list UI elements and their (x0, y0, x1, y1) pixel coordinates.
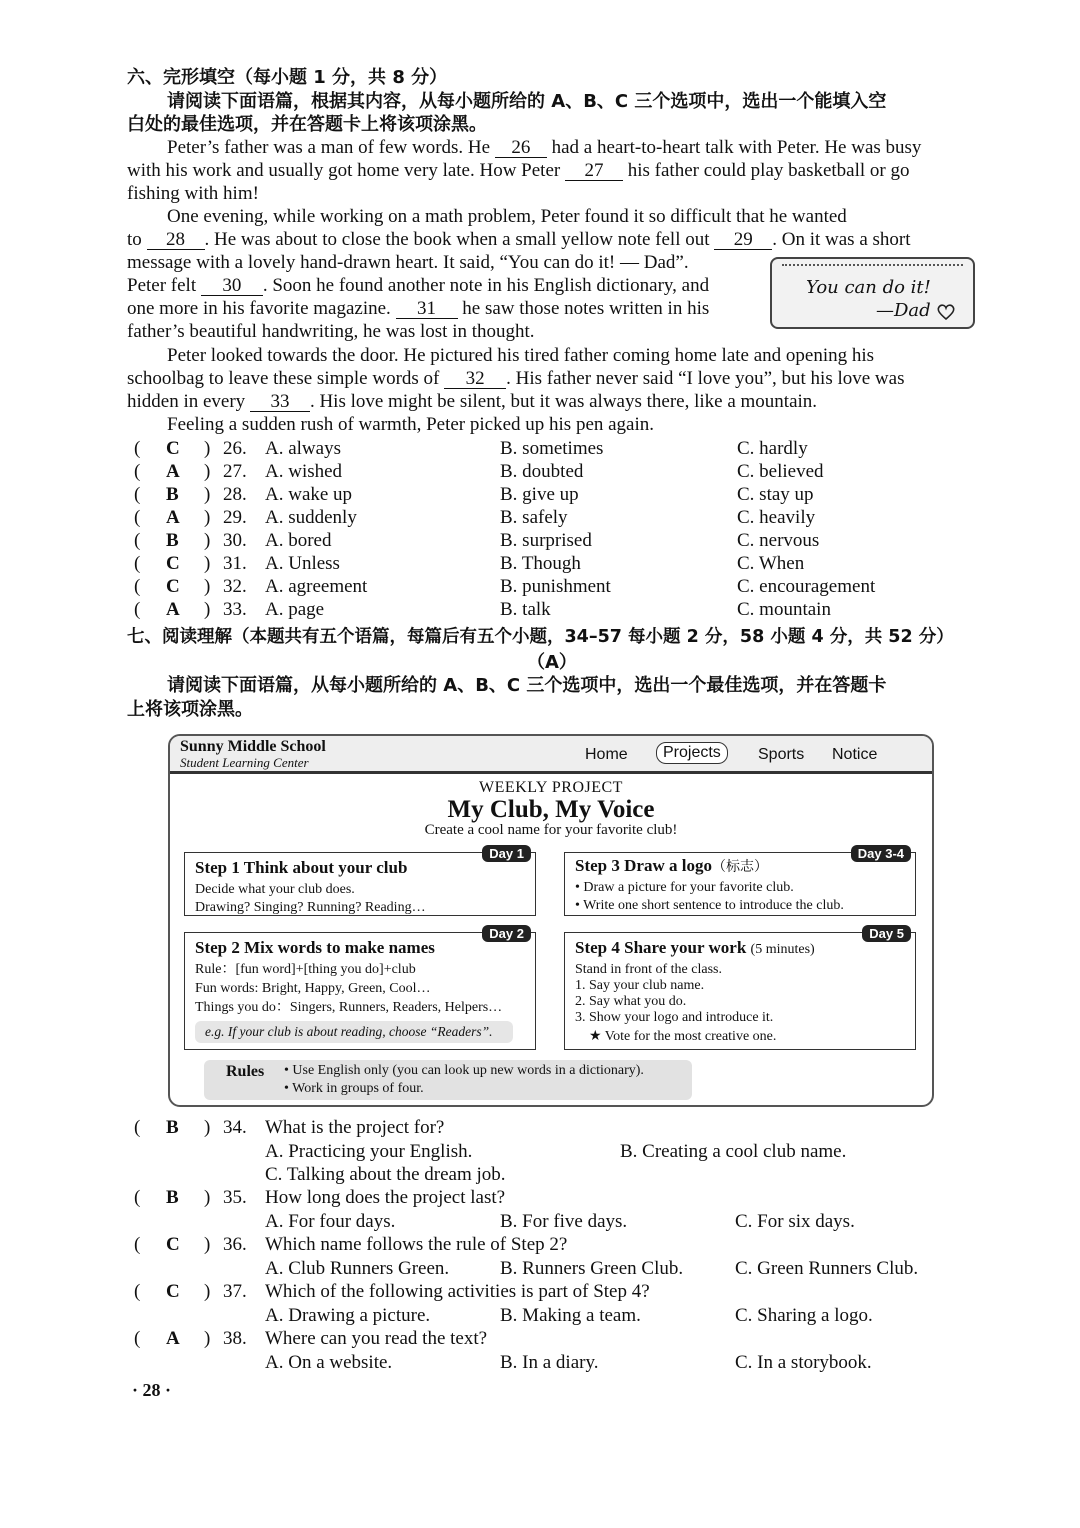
passage-text: schoolbag to leave these simple words of (127, 368, 440, 389)
cloze-question-row (127, 506, 977, 529)
step4-line: 2. Say what you do. (575, 994, 687, 1009)
passage-text: Peter felt (127, 275, 197, 296)
open-paren: ( (134, 553, 141, 574)
option-a: A. For four days. (265, 1210, 396, 1232)
open-paren: ( (134, 599, 141, 620)
step3-line: • Draw a picture for your favorite club. (575, 880, 794, 895)
passage-line: Peter looked towards the door. He pictured his tired father coming home late and opening his (167, 345, 875, 366)
option-b: B. Creating a cool club name. (620, 1140, 847, 1162)
option-b: B. Making a team. (500, 1304, 641, 1326)
step4-card (564, 926, 916, 1050)
open-paren: ( (134, 576, 141, 597)
project-title: My Club, My Voice (447, 796, 655, 823)
option-b: B. safely (500, 507, 568, 528)
answer-mark: A (166, 507, 180, 528)
open-paren: ( (134, 1281, 141, 1302)
option-b: B. For five days. (500, 1210, 628, 1232)
option-a: A. Club Runners Green. (265, 1257, 450, 1279)
day-badge: Day 3-4 (851, 845, 911, 862)
passage-line (127, 367, 977, 390)
close-paren: ) (204, 438, 211, 459)
blank-29: 29 (714, 230, 772, 250)
reading-question-row (127, 1280, 977, 1326)
answer-mark: C (166, 1281, 180, 1302)
nav-home[interactable]: Home (585, 746, 628, 763)
open-paren: ( (134, 1117, 141, 1138)
step4-vote: ★ Vote for the most creative one. (589, 1029, 777, 1044)
passage-line: One evening, while working on a math problem, Peter found it so difficult that he wanted (167, 206, 847, 227)
project-kicker: WEEKLY PROJECT (479, 779, 623, 796)
option-c: C. stay up (737, 484, 814, 505)
passage-line (167, 136, 977, 159)
day-badge: Day 5 (862, 925, 911, 942)
blank-27: 27 (565, 161, 623, 181)
passage-text: he saw those notes written in his (462, 298, 710, 319)
step3-title: Step 3 Draw a logo (575, 856, 712, 875)
step2-line: Rule：[fun word]+[thing you do]+club (195, 962, 416, 977)
option-a: A. bored (265, 530, 332, 551)
passage-text: . His love might be silent, but it was always there, like a mountain. (309, 391, 818, 412)
question-number: 32. (223, 576, 247, 597)
passage-line: Feeling a sudden rush of warmth, Peter picked up his pen again. (167, 414, 655, 435)
option-b: B. talk (500, 599, 551, 620)
open-paren: ( (134, 438, 141, 459)
blank-28: 28 (147, 230, 205, 250)
step4-title-row (575, 939, 905, 959)
option-c: C. Sharing a logo. (735, 1304, 873, 1326)
option-c: C. encouragement (737, 576, 876, 597)
close-paren: ) (204, 1328, 211, 1349)
option-a: A. suddenly (265, 507, 357, 528)
question-number: 36. (223, 1234, 247, 1255)
day-badge: Day 2 (482, 925, 531, 942)
step2-example: e.g. If your club is about reading, choose “Readers”. (195, 1021, 513, 1043)
rules-box (204, 1060, 692, 1100)
question-number: 33. (223, 599, 247, 620)
answer-mark: A (166, 599, 180, 620)
note-message: You can do it! (806, 277, 931, 298)
cloze-question-row (127, 529, 977, 552)
question-number: 35. (223, 1187, 247, 1208)
step1-card (184, 846, 536, 916)
close-paren: ) (204, 507, 211, 528)
option-a: A. wake up (265, 484, 353, 505)
open-paren: ( (134, 507, 141, 528)
nav-notice[interactable]: Notice (832, 746, 878, 763)
step4-line: 1. Say your club name. (575, 978, 705, 993)
passage-text: . He was about to close the book when a small yellow note fell out (204, 229, 710, 250)
step3-line: • Write one short sentence to introduce the club. (575, 898, 844, 913)
open-paren: ( (134, 1187, 141, 1208)
passage-text: . His father never said “I love you”, but his love was (506, 368, 905, 389)
website-screenshot (168, 734, 934, 1107)
option-c: C. hardly (737, 438, 808, 459)
cloze-question-row (127, 460, 977, 483)
option-b: B. In a diary. (500, 1351, 599, 1373)
answer-mark: B (166, 1117, 179, 1138)
passage-line (127, 390, 977, 413)
passage-text: Peter’s father was a man of few words. He (167, 137, 491, 158)
cloze-question-row (127, 552, 977, 575)
step4-title: Step 4 Share your work (575, 938, 747, 957)
answer-mark: C (166, 438, 180, 459)
passage-text: one more in his favorite magazine. (127, 298, 391, 319)
option-c: C. mountain (737, 599, 831, 620)
open-paren: ( (134, 461, 141, 482)
option-c: C. heavily (737, 507, 816, 528)
question-number: 34. (223, 1117, 247, 1138)
step4-line: Stand in front of the class. (575, 962, 722, 977)
step3-title-row (575, 857, 905, 876)
blank-30: 30 (201, 276, 263, 296)
answer-mark: B (166, 484, 179, 505)
blank-26: 26 (495, 138, 547, 158)
step3-title-cn: （标志） (711, 859, 768, 875)
option-a: A. agreement (265, 576, 368, 597)
section6-title: 六、完形填空（每小题 1 分，共 8 分） (127, 67, 448, 88)
open-paren: ( (134, 1234, 141, 1255)
step2-line: Things you do：Singers, Runners, Readers, Helpers… (195, 1000, 503, 1015)
question-number: 38. (223, 1328, 247, 1349)
section7-title: 七、阅读理解（本题共有五个语篇，每篇后有五个小题，34–57 每小题 2 分，58 小题 4 分，共 52 分） (127, 627, 954, 647)
option-c: C. Talking about the dream job. (265, 1164, 506, 1185)
rules-label: Rules (226, 1063, 265, 1080)
website-header (170, 736, 932, 774)
option-a: A. always (265, 438, 341, 459)
reading-question-row (127, 1327, 977, 1373)
blank-32: 32 (444, 369, 506, 389)
section7-instruction-1: 请阅读下面语篇，从每小题所给的 A、B、C 三个选项中，选出一个最佳选项，并在答题卡 (167, 675, 887, 696)
blank-33: 33 (250, 392, 310, 412)
section7-part: （A） (527, 652, 577, 673)
option-c: C. For six days. (735, 1210, 855, 1232)
close-paren: ) (204, 1117, 211, 1138)
passage-text: had a heart-to-heart talk with Peter. He was busy (551, 137, 922, 158)
option-c: C. When (737, 553, 805, 574)
option-a: A. Drawing a picture. (265, 1304, 431, 1326)
option-b: B. Though (500, 553, 581, 574)
passage-line (127, 228, 977, 251)
section7-instruction-2: 上将该项涂黑。 (127, 699, 253, 720)
question-number: 29. (223, 507, 247, 528)
nav-projects[interactable]: Projects (656, 742, 728, 764)
answer-mark: C (166, 576, 180, 597)
option-c: C. In a storybook. (735, 1351, 872, 1373)
reading-question-row (127, 1186, 977, 1232)
option-a: A. page (265, 599, 325, 620)
option-b: B. punishment (500, 576, 611, 597)
cloze-question-row (127, 598, 977, 621)
rules-item: • Use English only (you can look up new words in a dictionary). (284, 1063, 644, 1078)
section6-instruction-1: 请阅读下面语篇，根据其内容，从每小题所给的 A、B、C 三个选项中，选出一个能填入空 (167, 91, 887, 112)
question-stem: What is the project for? (265, 1117, 445, 1138)
passage-text: to (127, 229, 142, 250)
question-stem: Which name follows the rule of Step 2? (265, 1234, 568, 1255)
close-paren: ) (204, 553, 211, 574)
yellow-note (770, 257, 975, 329)
question-number: 30. (223, 530, 247, 551)
question-number: 28. (223, 484, 247, 505)
option-a: A. wished (265, 461, 343, 482)
step3-card (564, 846, 916, 916)
note-divider (782, 264, 963, 266)
answer-mark: C (166, 553, 180, 574)
passage-line: message with a lovely hand-drawn heart. It said, “You can do it! — Dad”. (127, 252, 689, 273)
blank-31: 31 (396, 299, 458, 319)
close-paren: ) (204, 461, 211, 482)
close-paren: ) (204, 530, 211, 551)
option-c: C. believed (737, 461, 824, 482)
question-stem: Where can you read the text? (265, 1328, 488, 1349)
reading-question-row (127, 1233, 977, 1279)
passage-text: . On it was a short (772, 229, 911, 250)
option-c: C. nervous (737, 530, 820, 551)
step2-line: Fun words: Bright, Happy, Green, Cool… (195, 981, 431, 996)
close-paren: ) (204, 1234, 211, 1255)
project-subtitle: Create a cool name for your favorite club! (424, 822, 678, 838)
center-name: Student Learning Center (180, 755, 309, 770)
answer-mark: A (166, 461, 180, 482)
step4-line: 3. Show your logo and introduce it. (575, 1010, 774, 1025)
option-b: B. Runners Green Club. (500, 1257, 684, 1279)
open-paren: ( (134, 530, 141, 551)
close-paren: ) (204, 1187, 211, 1208)
close-paren: ) (204, 1281, 211, 1302)
question-stem: How long does the project last? (265, 1187, 506, 1208)
option-b: B. doubted (500, 461, 584, 482)
day-badge: Day 1 (482, 845, 531, 862)
step2-card (184, 926, 536, 1050)
option-a: A. Unless (265, 553, 340, 574)
option-b: B. surprised (500, 530, 592, 551)
answer-mark: A (166, 1328, 180, 1349)
page-number: · 28 · (132, 1380, 172, 1400)
step2-title: Step 2 Mix words to make names (195, 938, 435, 957)
step4-time: (5 minutes) (750, 942, 815, 957)
passage-line: father’s beautiful handwriting, he was lost in thought. (127, 321, 535, 342)
question-number: 27. (223, 461, 247, 482)
option-a: A. Practicing your English. (265, 1140, 473, 1162)
step1-line: Drawing? Singing? Running? Reading… (195, 900, 426, 915)
note-signature: —Dad (876, 300, 931, 321)
step1-title: Step 1 Think about your club (195, 858, 408, 877)
passage-text: with his work and usually got home very late. How Peter (127, 160, 561, 181)
passage-text: his father could play basketball or go (627, 160, 910, 181)
option-b: B. sometimes (500, 438, 604, 459)
option-c: C. Green Runners Club. (735, 1257, 919, 1279)
passage-text: hidden in every (127, 391, 246, 412)
question-stem: Which of the following activities is part of Step 4? (265, 1281, 650, 1302)
option-b: B. give up (500, 484, 579, 505)
open-paren: ( (134, 484, 141, 505)
reading-question-row (127, 1116, 977, 1185)
school-name: Sunny Middle School (180, 738, 326, 755)
rules-item: • Work in groups of four. (284, 1081, 424, 1096)
answer-mark: B (166, 1187, 179, 1208)
section6-instruction-2: 白处的最佳选项，并在答题卡上将该项涂黑。 (127, 114, 487, 135)
passage-text: . Soon he found another note in his English dictionary, and (262, 275, 710, 296)
passage-line: fishing with him! (127, 183, 259, 204)
question-number: 37. (223, 1281, 247, 1302)
passage-line (127, 159, 977, 182)
heart-icon (936, 303, 956, 321)
step1-line: Decide what your club does. (195, 882, 355, 897)
answer-mark: B (166, 530, 179, 551)
nav-sports[interactable]: Sports (758, 746, 805, 763)
cloze-question-row (127, 437, 977, 460)
open-paren: ( (134, 1328, 141, 1349)
question-number: 31. (223, 553, 247, 574)
close-paren: ) (204, 484, 211, 505)
cloze-question-row (127, 483, 977, 506)
answer-mark: C (166, 1234, 180, 1255)
close-paren: ) (204, 599, 211, 620)
question-number: 26. (223, 438, 247, 459)
option-a: A. On a website. (265, 1351, 393, 1373)
cloze-question-row (127, 575, 977, 598)
close-paren: ) (204, 576, 211, 597)
